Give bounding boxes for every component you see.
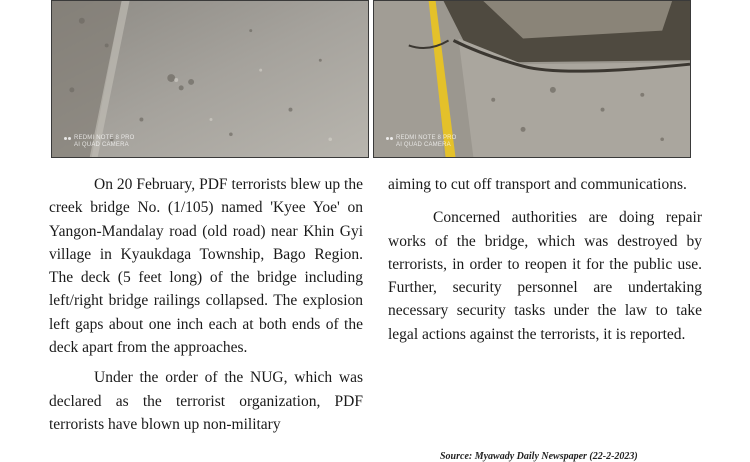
article-column-left: [49, 173, 363, 436]
paragraph-nug-order: Under the order of the NUG, which was declared as the terrorist organization, PDF terrorists have blown up non-military: [49, 369, 363, 433]
paragraph-repair-works: Concerned authorities are doing repair works of the bridge, which was destroyed by terrorists, in order to reopen it for the public use. Further, security personnel are undertaking necessary security tasks under the law to take legal actions against the terrorists, it is reported.: [388, 209, 702, 343]
photo-road-surface: [51, 0, 369, 158]
camera-watermark: [386, 135, 457, 149]
camera-watermark: [64, 135, 135, 149]
watermark-dots-icon: [386, 137, 393, 140]
paragraph-bridge-explosion: On 20 February, PDF terrorists blew up the creek bridge No. (1/105) named 'Kyee Yoe' on Yangon-Mandalay road (old road) near Khin Gyi village in Kyaukdaga Township, Bago Region. The deck (5 feet long) of the bridge including left/right bridge railings collapsed. The explosion left gaps about one inch each at both ends of the deck apart from the approaches.: [49, 176, 363, 357]
article-column-right: [388, 173, 702, 346]
paragraph-continuation: aiming to cut off transport and communications.: [388, 176, 687, 193]
photo-collapsed-bridge: [373, 0, 691, 158]
watermark-dots-icon: [64, 137, 71, 140]
watermark-line1: REDMI NOTE 8 PRO: [396, 135, 457, 141]
collapsed-bridge-image: [374, 1, 690, 157]
source-credit: Source: Myawady Daily Newspaper (22-2-2023): [440, 451, 638, 462]
watermark-line1: REDMI NOTE 8 PRO: [74, 135, 135, 141]
watermark-line2: AI QUAD CAMERA: [74, 142, 129, 148]
road-surface-image: [52, 1, 368, 157]
watermark-line2: AI QUAD CAMERA: [396, 142, 451, 148]
